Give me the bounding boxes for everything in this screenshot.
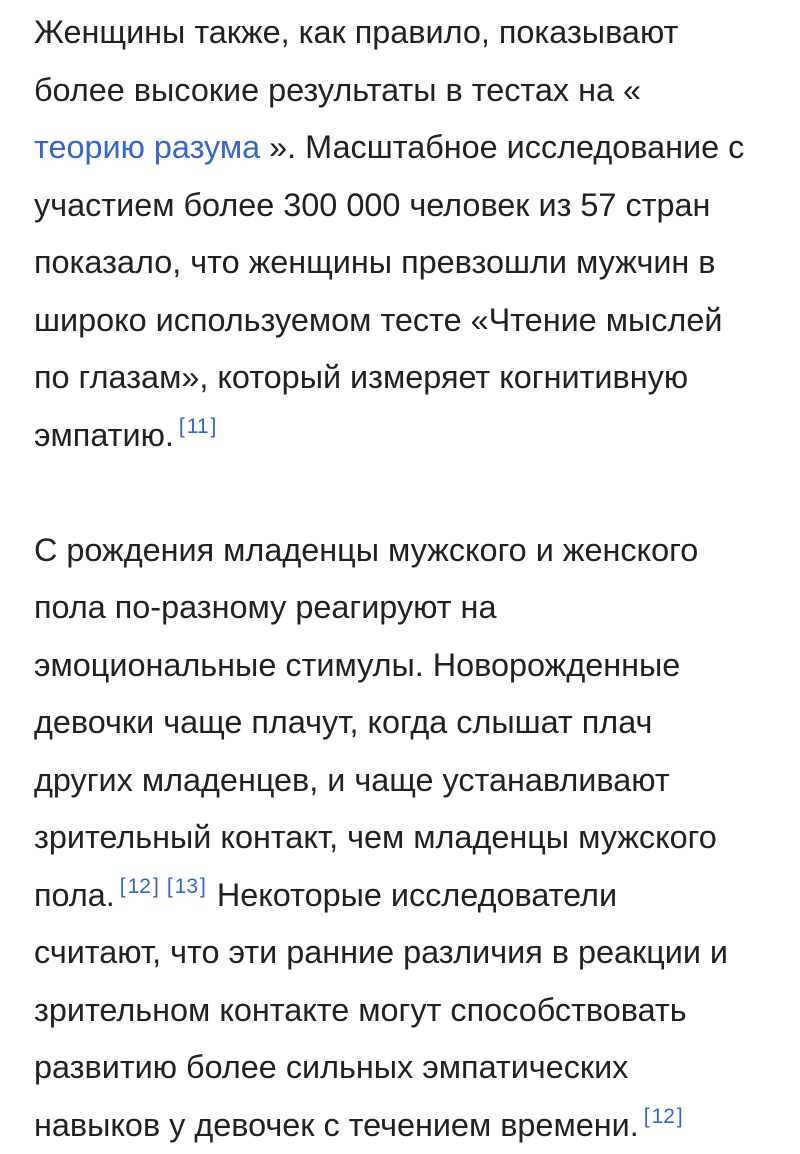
text-line: участием более 300 000 человек из 57 стран [34,177,800,235]
text-line: девочки чаще плачут, когда слышат плач [34,694,800,752]
reference-link-11[interactable]: [11] [177,415,219,438]
reference-number[interactable]: 12 [128,875,151,898]
text-line: широко используемом тесте «Чтение мыслей [34,292,800,350]
text-fragment: эмпатию. [34,417,174,453]
article-body [34,4,800,1154]
text-fragment: Некоторые исследователи [208,877,617,913]
theory-of-mind-link[interactable]: теорию разума [34,129,260,165]
reference-number[interactable]: 12 [652,1105,675,1128]
text-line: зрительном контакте могут способствовать [34,982,800,1040]
text-line: пола по-разному реагируют на [34,579,800,637]
reference-link-13[interactable]: [13] [165,875,208,898]
text-line: С рождения младенцы мужского и женского [34,522,800,580]
text-line: других младенцев, и чаще устанавливают [34,752,800,810]
text-line [34,1097,800,1154]
text-line: Женщины также, как правило, показывают [34,4,800,62]
text-fragment: навыков у девочек с течением времени. [34,1107,639,1143]
text-line: зрительный контакт, чем младенцы мужского [34,809,800,867]
text-line: развитию более сильных эмпатических [34,1039,800,1097]
reference-link-12[interactable]: [12] [642,1105,685,1128]
text-line: более высокие результаты в тестах на « [34,62,800,120]
text-fragment: пола. [34,877,115,913]
reference-number[interactable]: 13 [175,875,198,898]
text-line: эмоциональные стимулы. Новорожденные [34,637,800,695]
text-line: считают, что эти ранние различия в реакции и [34,924,800,982]
text-line [34,867,800,925]
paragraph-theory-of-mind [34,4,800,464]
text-line [34,119,800,177]
reference-link-12[interactable]: [12] [118,875,161,898]
text-line: показало, что женщины превзошли мужчин в [34,234,800,292]
reference-number[interactable]: 11 [187,415,209,438]
text-line [34,407,800,465]
text-fragment: ». Масштабное исследование с [260,129,744,165]
text-line: по глазам», который измеряет когнитивную [34,349,800,407]
paragraph-infants [34,522,800,1154]
